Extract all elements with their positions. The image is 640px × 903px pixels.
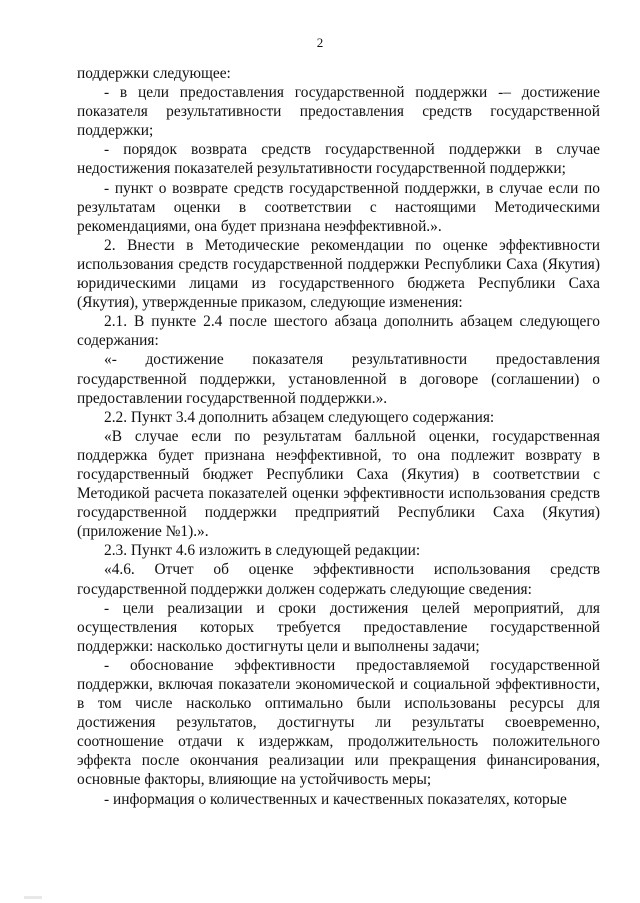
paragraph: - в цели предоставления государственной поддержки -– достижение показателя результативности предоставления средств государственной поддержки; — [77, 84, 600, 140]
paragraph: - информация о количественных и качественных показателях, которые — [104, 790, 567, 808]
paragraph: поддержки следующее: — [77, 65, 231, 82]
page-number: 2 — [316, 35, 324, 50]
paragraph: - пункт о возврате средств государственной поддержки, в случае если по результатам оценки в соответствии с настоящими Методическими рекомендациями, она будет признана неэффективной.». — [77, 179, 600, 235]
paragraph: «4.6. Отчет об оценке эффективности использования средств государственной поддержки должен содержать следующие сведения: — [77, 561, 600, 598]
paragraph: «В случае если по результатам балльной оценки, государственная поддержка будет признана неэффективной, то она подлежит возврату в государственный бюджет Республики Саха (Якутия) в соответствии с Методикой расчета показателей оценки эффективности использования средств государственной поддержки предприятий Республики Саха (Якутия) (приложение №1).». — [77, 427, 600, 541]
scan-artifact — [24, 896, 42, 899]
paragraph: 2. Внести в Методические рекомендации по оценке эффективности использования средств государственной поддержки Республики Саха (Якутия) юридическими лицами из государственного бюджета Республики Саха (Якутия), утвержденные приказом, следующие изменения: — [77, 236, 600, 312]
paragraph: - обоснование эффективности предоставляемой государственной поддержки, включая показатели экономической и социальной эффективности, в том числе насколько оптимально были использованы ресурсы для достижения результатов, достигнуты ли результаты своевременно, соотношение отдачи к издержкам, продолжительность положительного эффекта после окончания реализации или прекращения финансирования, основные факторы, влияющие на устойчивость меры; — [77, 656, 600, 789]
document-body — [77, 64, 600, 809]
paragraph: - порядок возврата средств государственной поддержки в случае недостижения показателей результативности государственной поддержки; — [77, 141, 600, 178]
paragraph: 2.3. Пункт 4.6 изложить в следующей редакции: — [104, 542, 421, 560]
paragraph: «- достижение показателя результативности предоставления государственной поддержки, установленной в договоре (соглашении) о предоставлении государственной поддержки.». — [77, 351, 600, 407]
paragraph: 2.2. Пункт 3.4 дополнить абзацем следующего содержания: — [104, 408, 495, 426]
paragraph: 2.1. В пункте 2.4 после шестого абзаца дополнить абзацем следующего содержания: — [77, 313, 600, 350]
paragraph: - цели реализации и сроки достижения целей мероприятий, для осуществления которых требуется предоставление государственной поддержки: насколько достигнуты цели и выполнены задачи; — [77, 599, 600, 655]
